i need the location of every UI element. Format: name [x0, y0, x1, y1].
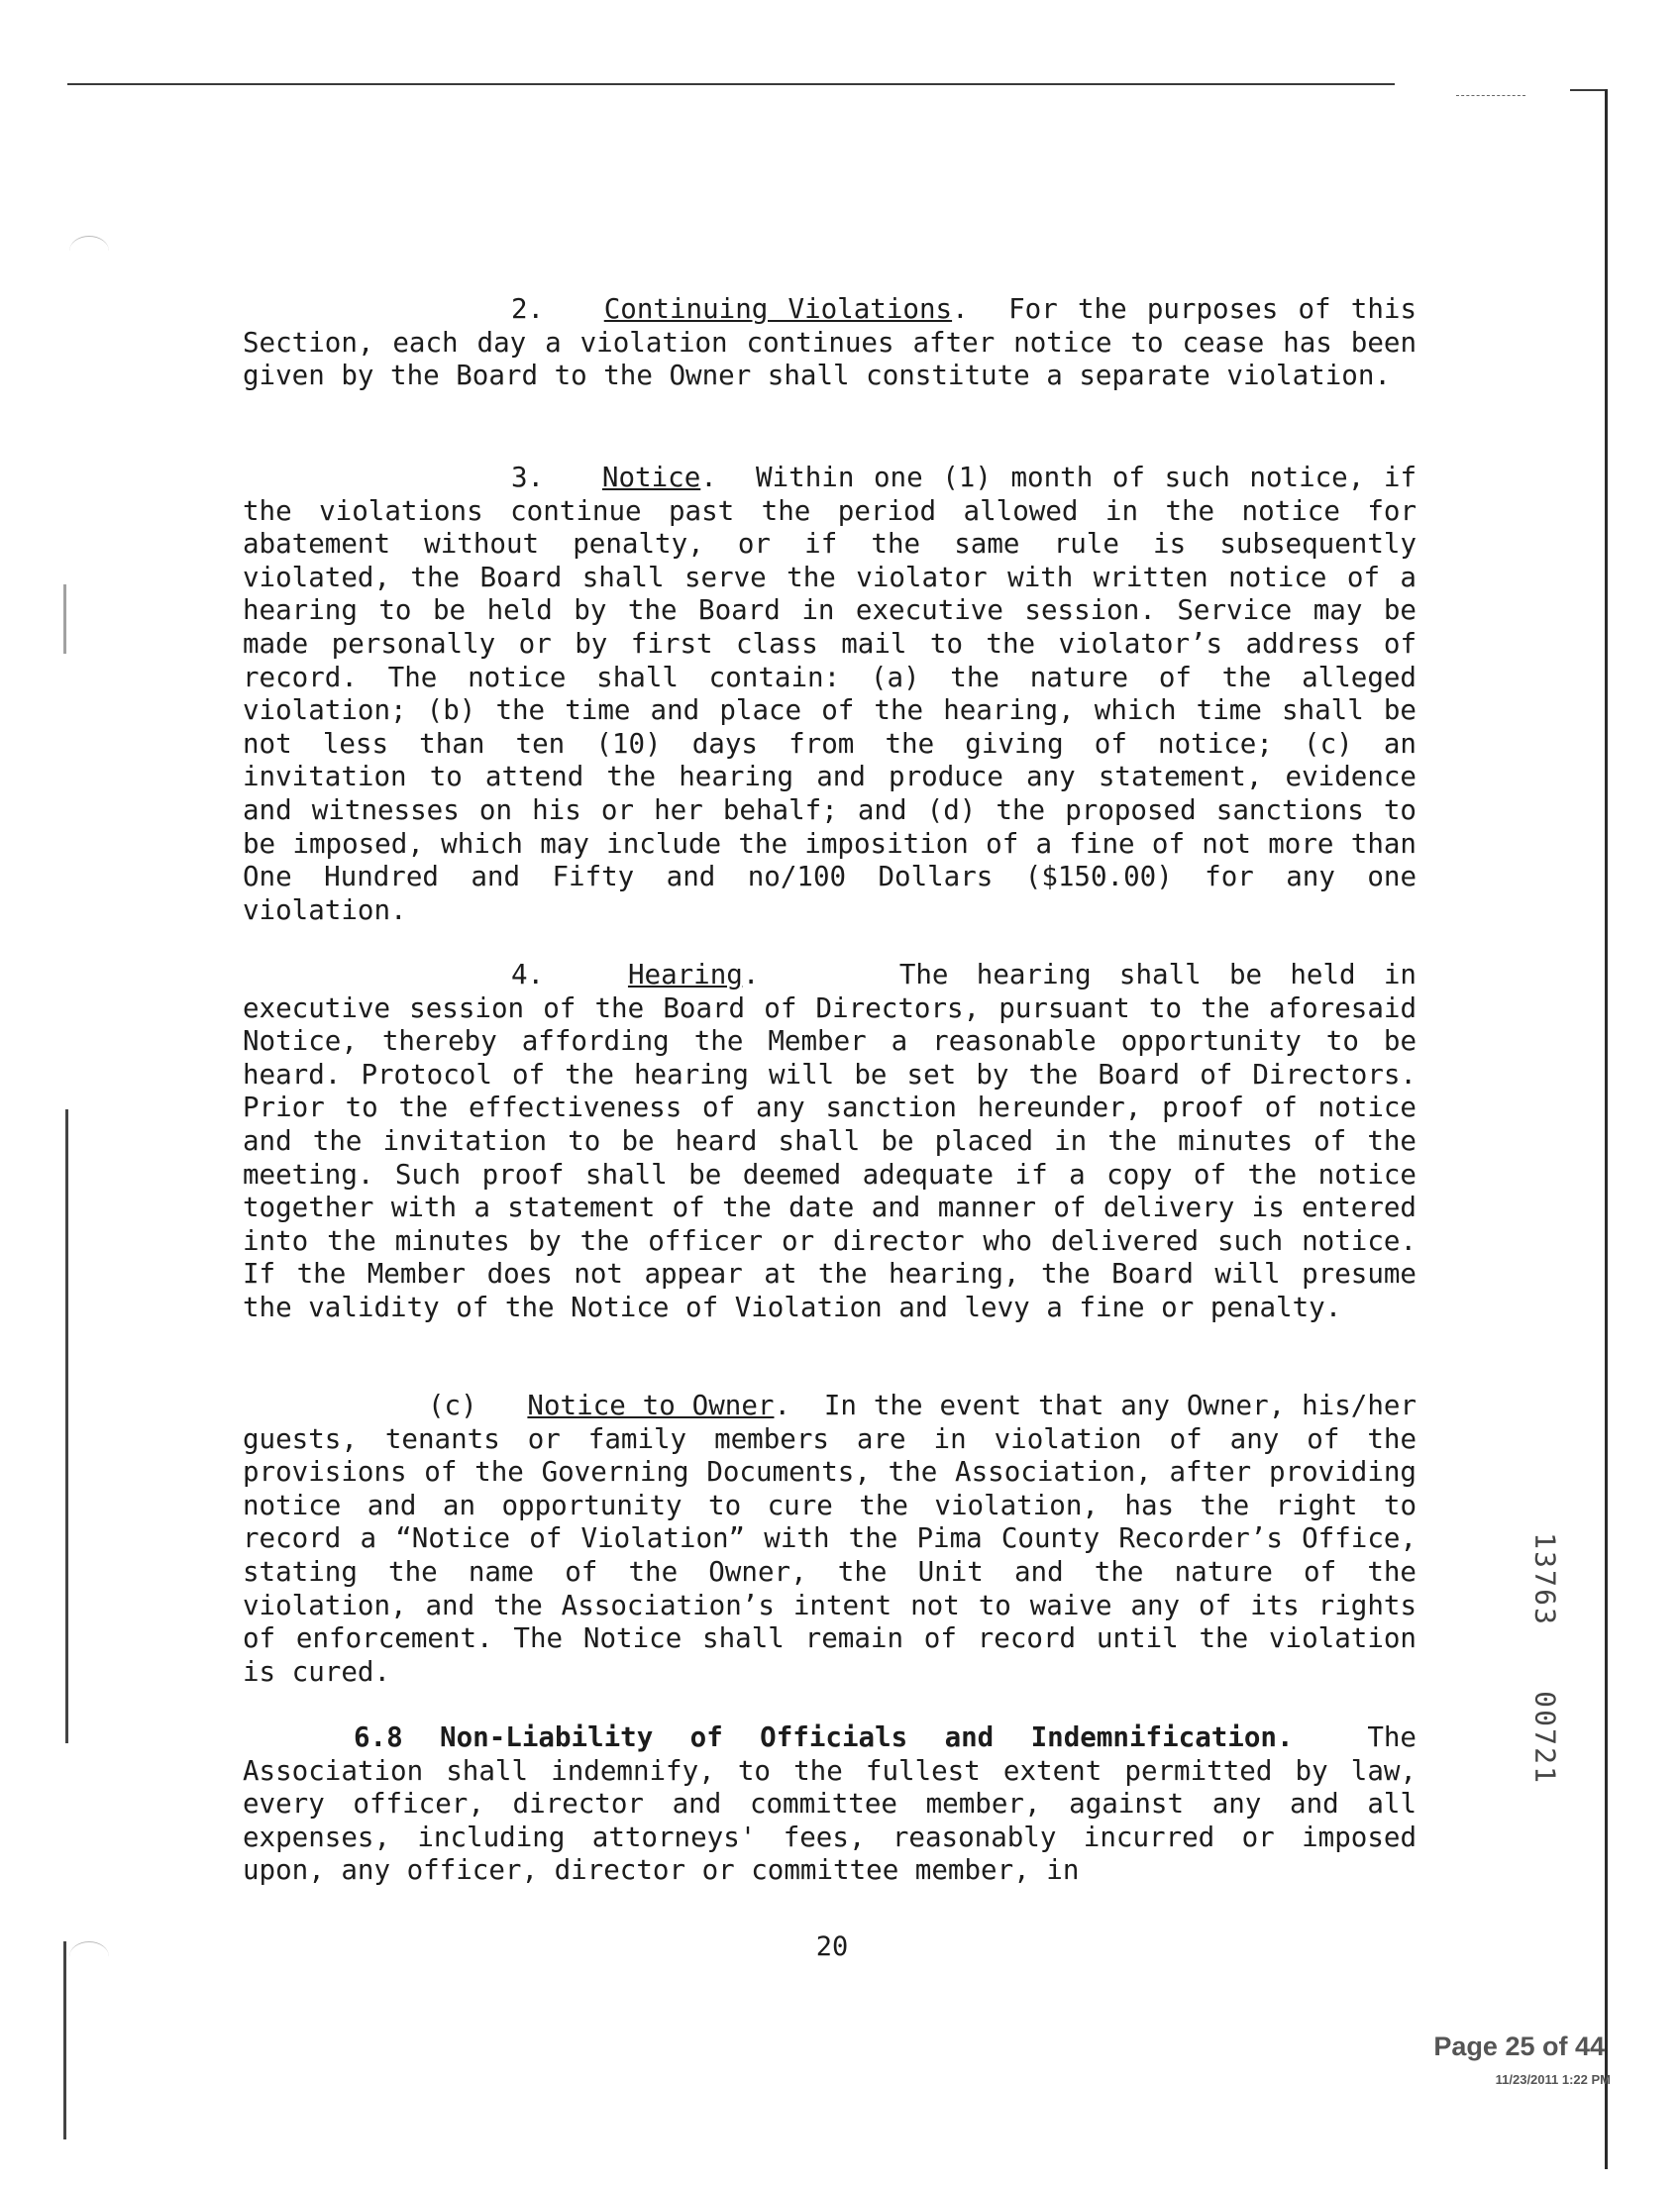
- paragraph-number: 2.: [511, 293, 545, 325]
- paragraph-body: Within one (1) month of such notice, if the violations continue past the period allowed in the notice for abatement without penalty, or if the same rule is subsequently violated, the Board shall serve the violator with written notice of a hearing to be held by the Board in executive session. Service may be made personally or by first class mail to the violator’s address of record. The notice shall contain: (a) the nature of the alleged violation; (b) the time and place of the hearing, which time shall be not less than ten (10) days from the giving of notice; (c) an invitation to attend the hearing and produce any statement, evidence and witnesses on his or her behalf; and (d) the proposed sanctions to be imposed, which may include the imposition of a fine of not more than One Hundred and Fifty and no/100 Dollars ($150.00) for any one violation.: [243, 462, 1418, 926]
- section-heading: 6.8 Non-Liability of Officials and Indemnification.: [354, 1721, 1294, 1753]
- paragraph-heading: Notice: [601, 462, 701, 493]
- paragraph-body: In the event that any Owner, his/her guests, tenants or family members are in violation of any of the provisions of the Governing Documents, the Association, after providing notice and an opportunity to cure the violation, has the right to record a “Notice of Violation” with the Pima County Recorder’s Office, stating the name of the Owner, the Unit and the nature of the violation, and the Association’s intent not to waive any of its rights of enforcement. The Notice shall remain of record until the violation is cured.: [243, 1390, 1418, 1688]
- heading-period: .: [774, 1390, 791, 1421]
- stamp-digit: 2: [1528, 1747, 1562, 1764]
- left-scan-mark: [63, 1941, 66, 2139]
- stamp-digit: 1: [1528, 1532, 1562, 1549]
- paragraph-heading: Hearing: [627, 959, 743, 990]
- page-number: 20: [815, 1931, 849, 1962]
- stamp-digit: 6: [1528, 1589, 1562, 1606]
- section-6-8: [243, 1721, 1417, 1888]
- paragraph-continuing-violations: [243, 293, 1417, 393]
- scan-smudge: [69, 236, 109, 266]
- paragraph-notice-to-owner: [243, 1390, 1417, 1689]
- paragraph-heading: Notice to Owner: [527, 1390, 775, 1421]
- stamp-digit: 3: [1528, 1551, 1562, 1568]
- paragraph-number: (c): [428, 1390, 477, 1421]
- viewer-page-counter: Page 25 of 44: [1433, 2031, 1605, 2061]
- stamp-digit: 7: [1528, 1728, 1562, 1745]
- section-body: The Association shall indemnify, to the fullest extent permitted by law, every officer, director and committee member, against any and all expenses, including attorneys' fees, reasonably incurred or imposed upon, any officer, director or committee member, in: [243, 1721, 1417, 1887]
- paragraph-hearing: [243, 959, 1417, 1325]
- recording-stamp-docket: [1530, 1531, 1560, 1625]
- stamp-digit: 3: [1528, 1608, 1562, 1624]
- stamp-digit: 0: [1528, 1710, 1562, 1726]
- heading-period: .: [700, 462, 717, 493]
- paragraph-notice: [243, 462, 1417, 927]
- stamp-digit: 1: [1528, 1766, 1562, 1783]
- paragraph-body: The hearing shall be held in executive session of the Board of Directors, pursuant to the aforesaid Notice, thereby affording the Member a reasonable opportunity to be heard. Protocol of the hearing will be set by the Board of Directors. Prior to the effectiveness of any sanction hereunder, proof of notice and the invitation to be heard shall be placed in the minutes of the meeting. Such proof shall be deemed adequate if a copy of the notice together with a statement of the date and manner of delivery is entered into the minutes by the officer or director who delivered such notice. If the Member does not appear at the hearing, the Board will presume the validity of the Notice of Violation and levy a fine or penalty.: [243, 959, 1417, 1323]
- left-scan-mark: [65, 1109, 68, 1743]
- recording-stamp-page: [1530, 1690, 1560, 1784]
- heading-period: .: [742, 959, 760, 990]
- viewer-timestamp: 11/23/2011 1:22 PM: [1495, 2072, 1611, 2087]
- stamp-digit: 0: [1528, 1691, 1562, 1708]
- stamp-digit: 7: [1528, 1570, 1562, 1587]
- top-scan-rule: [67, 83, 1395, 85]
- paragraph-number: 3.: [511, 462, 545, 493]
- top-scan-dash: [1456, 95, 1525, 96]
- heading-period: .: [952, 293, 969, 325]
- paragraph-heading: Continuing Violations: [603, 293, 953, 325]
- paragraph-body: For the purposes of this Section, each day a violation continues after notice to cease has been given by the Board to the Owner shall constitute a separate violation.: [243, 293, 1418, 392]
- left-scan-mark: [63, 584, 66, 654]
- right-scan-edge: [1605, 89, 1608, 2169]
- right-scan-corner: [1570, 89, 1608, 91]
- scan-smudge: [69, 1941, 109, 1972]
- paragraph-number: 4.: [511, 959, 545, 990]
